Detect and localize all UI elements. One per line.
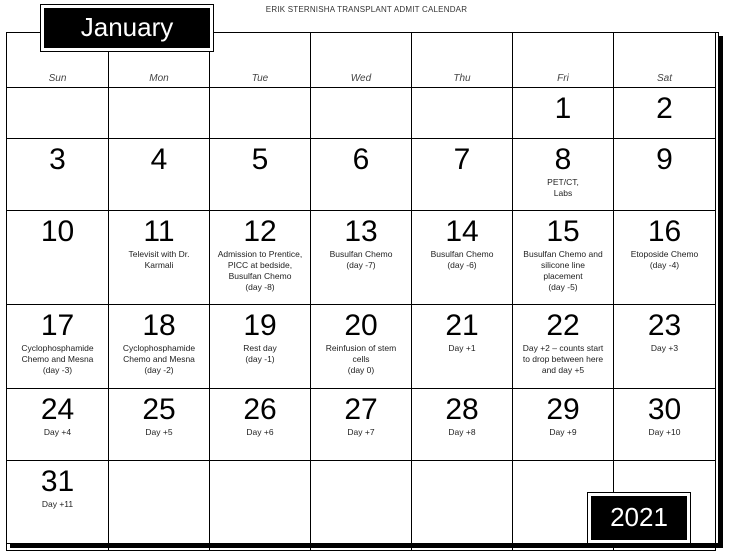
day-note: Etoposide Chemo (day -4) bbox=[630, 249, 699, 270]
day-note: Busulfan Chemo (day -7) bbox=[329, 249, 393, 270]
day-cell bbox=[614, 305, 716, 389]
weekday-label: Mon bbox=[149, 73, 169, 84]
weekday-fri bbox=[513, 33, 614, 88]
day-number: 13 bbox=[344, 215, 378, 248]
calendar-weeks bbox=[7, 88, 716, 551]
day-number: 19 bbox=[243, 309, 277, 342]
day-note: Busulfan Chemo and silicone line placement (day -5) bbox=[523, 249, 603, 292]
day-cell bbox=[412, 211, 513, 305]
day-number: 3 bbox=[49, 143, 66, 176]
day-number: 31 bbox=[40, 465, 75, 498]
day-note: Day +5 bbox=[145, 427, 173, 437]
day-number: 7 bbox=[453, 143, 471, 176]
day-note: Admission to Prentice, PICC at bedside, Busulfan Chemo (day -8) bbox=[217, 249, 303, 292]
day-number: 6 bbox=[352, 143, 370, 176]
day-cell bbox=[109, 139, 210, 211]
day-cell bbox=[7, 211, 109, 305]
day-note: Day +4 bbox=[43, 427, 72, 437]
weekday-label: Sun bbox=[48, 73, 67, 84]
day-note: Cyclophosphamide Chemo and Mesna (day -2) bbox=[122, 343, 196, 375]
day-note: Day +6 bbox=[246, 427, 274, 437]
day-cell bbox=[614, 211, 716, 305]
day-number: 28 bbox=[445, 393, 479, 426]
day-number: 16 bbox=[647, 215, 682, 248]
day-number: 10 bbox=[40, 215, 75, 248]
day-cell bbox=[311, 305, 412, 389]
calendar-grid bbox=[6, 32, 716, 551]
day-cell bbox=[412, 139, 513, 211]
day-cell bbox=[210, 389, 311, 461]
day-note: Rest day (day -1) bbox=[243, 343, 277, 364]
day-cell bbox=[513, 88, 614, 139]
day-cell bbox=[311, 389, 412, 461]
day-note: Busulfan Chemo (day -6) bbox=[430, 249, 494, 270]
weekday-label: Sat bbox=[656, 73, 672, 84]
day-note: Reinfusion of stem cells (day 0) bbox=[325, 343, 397, 375]
day-note: Televisit with Dr. Karmali bbox=[128, 249, 190, 270]
day-note: Cyclophosphamide Chemo and Mesna (day -3) bbox=[21, 343, 94, 375]
day-number: 27 bbox=[344, 393, 378, 426]
weekday-label: Tue bbox=[251, 73, 269, 84]
day-number: 25 bbox=[142, 393, 176, 426]
year-badge bbox=[587, 492, 691, 544]
week-row bbox=[7, 389, 716, 461]
day-cell bbox=[7, 461, 109, 551]
day-cell bbox=[210, 461, 311, 551]
day-note: Day +1 bbox=[448, 343, 476, 353]
day-number: 26 bbox=[243, 393, 277, 426]
day-cell bbox=[614, 88, 716, 139]
day-number: 23 bbox=[647, 309, 682, 342]
day-number: 4 bbox=[150, 143, 168, 176]
day-number: 17 bbox=[40, 309, 75, 342]
month-label: January bbox=[44, 8, 210, 48]
day-cell bbox=[311, 88, 412, 139]
day-cell bbox=[109, 305, 210, 389]
weekday-sat bbox=[614, 33, 716, 88]
day-number: 11 bbox=[143, 215, 175, 248]
day-cell bbox=[412, 389, 513, 461]
day-number: 22 bbox=[546, 309, 580, 342]
day-cell bbox=[210, 88, 311, 139]
day-number: 15 bbox=[546, 215, 580, 248]
day-cell bbox=[311, 139, 412, 211]
day-note: Day +7 bbox=[347, 427, 375, 437]
year-label: 2021 bbox=[591, 496, 687, 540]
day-note: Day +3 bbox=[650, 343, 679, 353]
day-cell bbox=[614, 389, 716, 461]
day-note: Day +2 – counts start to drop between here and day +5 bbox=[522, 343, 604, 375]
day-number: 8 bbox=[554, 143, 572, 176]
day-cell bbox=[210, 305, 311, 389]
day-number: 24 bbox=[40, 393, 75, 426]
weekday-tue bbox=[210, 33, 311, 88]
day-cell bbox=[311, 461, 412, 551]
week-row bbox=[7, 305, 716, 389]
day-note: PET/CT, Labs bbox=[547, 177, 579, 198]
week-row bbox=[7, 88, 716, 139]
day-cell bbox=[7, 139, 109, 211]
day-number: 9 bbox=[656, 143, 673, 176]
weekday-label: Fri bbox=[557, 73, 569, 84]
calendar-title: ERIK STERNISHA TRANSPLANT ADMIT CALENDAR bbox=[265, 5, 468, 14]
day-cell bbox=[412, 461, 513, 551]
day-number: 30 bbox=[647, 393, 682, 426]
day-note: Day +10 bbox=[648, 427, 681, 437]
day-number: 20 bbox=[344, 309, 378, 342]
week-row bbox=[7, 211, 716, 305]
day-cell bbox=[210, 211, 311, 305]
day-cell bbox=[614, 139, 716, 211]
day-cell bbox=[412, 305, 513, 389]
day-note: Day +11 bbox=[41, 499, 74, 509]
weekday-label: Thu bbox=[453, 73, 471, 84]
day-number: 2 bbox=[656, 92, 673, 125]
day-cell bbox=[109, 211, 210, 305]
day-cell bbox=[7, 305, 109, 389]
day-cell bbox=[311, 211, 412, 305]
day-number: 18 bbox=[142, 309, 176, 342]
day-cell bbox=[412, 88, 513, 139]
day-cell bbox=[109, 88, 210, 139]
day-note: Day +8 bbox=[448, 427, 476, 437]
day-number: 12 bbox=[243, 215, 277, 248]
day-cell bbox=[109, 461, 210, 551]
day-cell bbox=[513, 139, 614, 211]
weekday-thu bbox=[412, 33, 513, 88]
day-cell bbox=[513, 211, 614, 305]
day-number: 21 bbox=[445, 309, 479, 342]
day-cell bbox=[210, 139, 311, 211]
day-note: Day +9 bbox=[549, 427, 577, 437]
weekday-label: Wed bbox=[350, 73, 372, 84]
day-cell bbox=[513, 389, 614, 461]
day-number: 29 bbox=[546, 393, 580, 426]
weekday-wed bbox=[311, 33, 412, 88]
day-number: 14 bbox=[445, 215, 479, 248]
day-number: 5 bbox=[251, 143, 269, 176]
day-number: 1 bbox=[554, 92, 572, 125]
day-cell bbox=[7, 389, 109, 461]
week-row bbox=[7, 139, 716, 211]
day-cell bbox=[513, 305, 614, 389]
day-cell bbox=[109, 389, 210, 461]
month-badge bbox=[40, 4, 214, 52]
day-cell bbox=[7, 88, 109, 139]
